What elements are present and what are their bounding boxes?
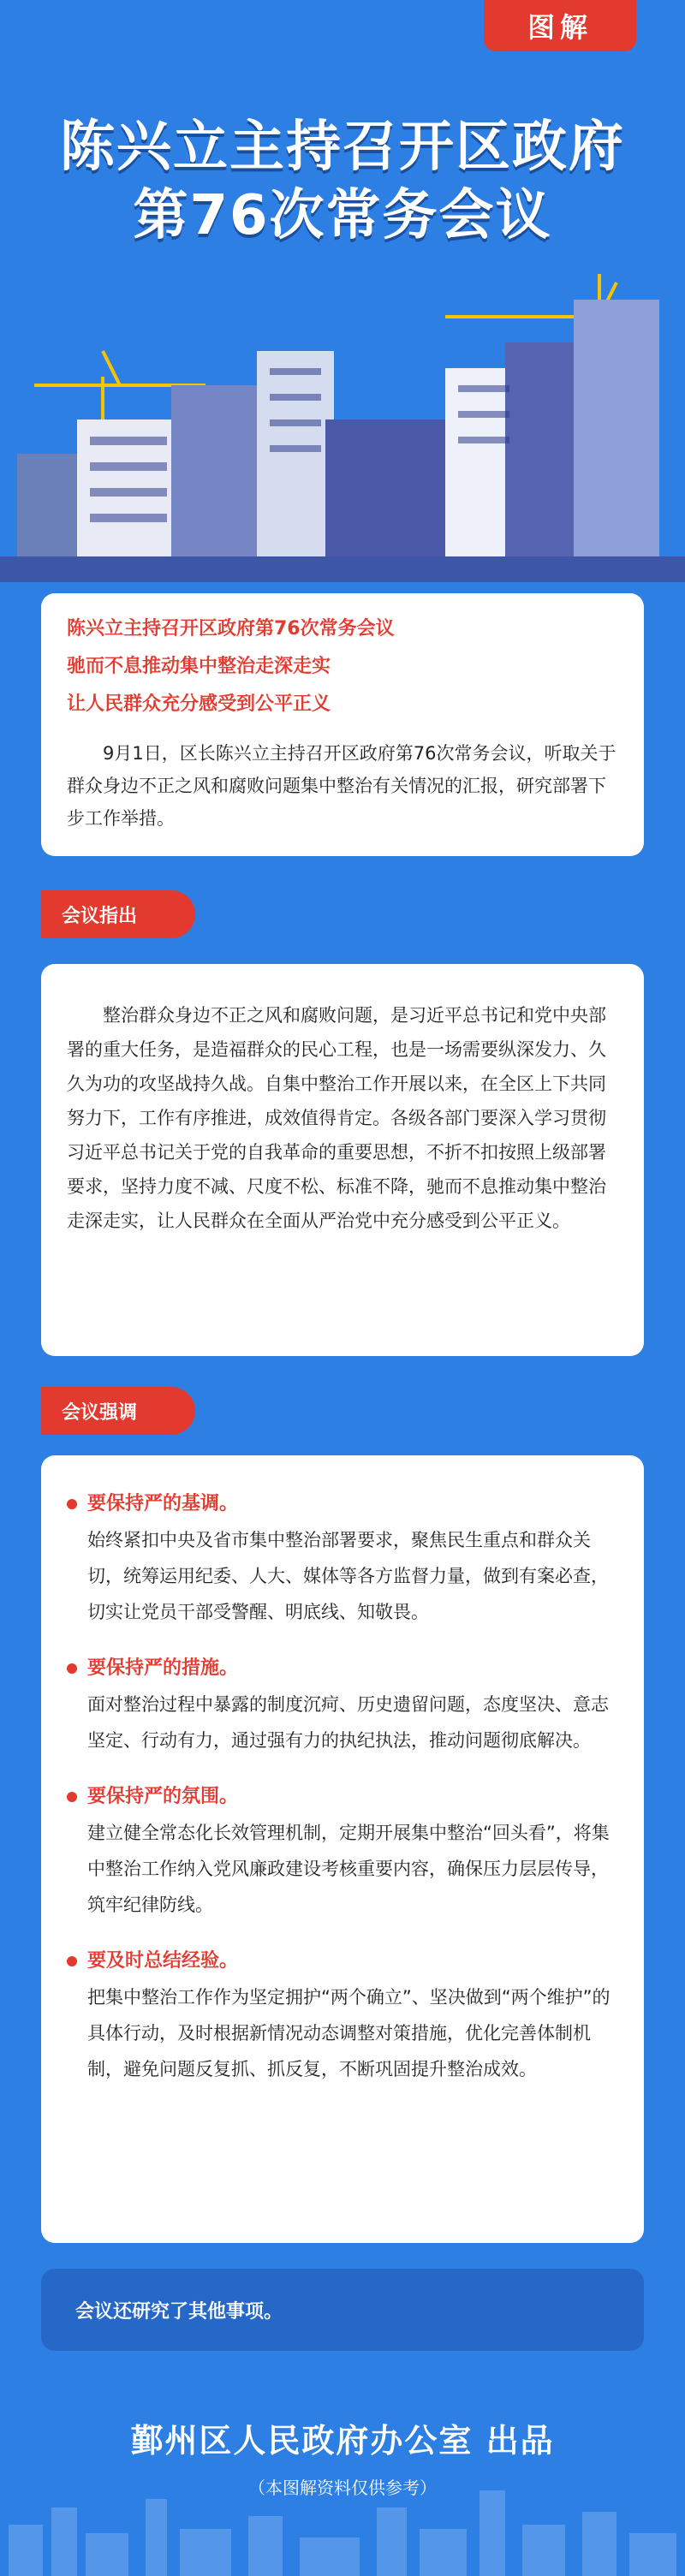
intro-highlight-1: 陈兴立主持召开区政府第76次常务会议 bbox=[67, 618, 395, 640]
section-tag-emphasis: 会议强调 bbox=[41, 1387, 195, 1435]
emphasis-item-body-4: 把集中整治工作作为坚定拥护“两个确立”、坚决做到“两个维护”的具体行动，及时根据新情况动态调整对策措施，优化完善体制机制，避免问题反复抓、抓反复，不断巩固提升整治成效。 bbox=[87, 1987, 611, 2079]
emphasis-item-head-2 bbox=[67, 1651, 618, 1687]
bullet-dot-icon bbox=[67, 1792, 77, 1802]
point-card bbox=[41, 964, 644, 1356]
emphasis-item-title-4: 要及时总结经验。 bbox=[87, 1950, 239, 1972]
other-matters-card: 会议还研究了其他事项。 bbox=[41, 2269, 644, 2351]
emphasis-item-title-2: 要保持严的措施。 bbox=[87, 1657, 239, 1679]
emphasis-item-title-1: 要保持严的基调。 bbox=[87, 1493, 239, 1514]
intro-card bbox=[41, 593, 644, 856]
cityscape-illustration bbox=[0, 248, 685, 582]
intro-highlight-3: 让人民群众充分感受到公平正义 bbox=[67, 693, 331, 715]
page-title-line1: 陈兴立主持召开区政府 bbox=[60, 116, 625, 179]
emphasis-item-body-1: 始终紧扣中央及省市集中整治部署要求，聚焦民生重点和群众关切，统筹运用纪委、人大、媒体等各方监督力量，做到有案必查，切实让党员干部受警醒、明底线、知敬畏。 bbox=[87, 1530, 609, 1622]
section-tag-point: 会议指出 bbox=[41, 890, 195, 938]
emphasis-item-head-1 bbox=[67, 1486, 618, 1522]
emphasis-item-head-3 bbox=[67, 1779, 618, 1815]
emphasis-item bbox=[67, 1779, 618, 1923]
page-title-line2: 第76次常务会议 bbox=[133, 184, 552, 247]
publisher-credit: 鄞州区人民政府办公室 出品 bbox=[130, 2422, 555, 2460]
top-tag: 图解 bbox=[484, 0, 636, 51]
emphasis-item-body-3: 建立健全常态化长效管理机制，定期开展集中整治“回头看”，将集中整治工作纳入党风廉政建设考核重要内容，确保压力层层传导，筑牢纪律防线。 bbox=[87, 1823, 610, 1915]
emphasis-card bbox=[41, 1455, 644, 2243]
footer-skyline-illustration bbox=[0, 2482, 685, 2576]
bullet-dot-icon bbox=[67, 1663, 77, 1674]
emphasis-item-head-4 bbox=[67, 1943, 618, 1979]
point-body: 整治群众身边不正之风和腐败问题，是习近平总书记和党中央部署的重大任务，是造福群众的民心工程，也是一场需要纵深发力、久久为功的攻坚战持久战。自集中整治工作开展以来，在全区上下共同努力下，工作有序推进，成效值得肯定。各级各部门要深入学习贯彻习近平总书记关于党的自我革命的重要思想，不折不扣按照上级部署要求，坚持力度不减、尺度不松、标准不降，驰而不息推动集中整治走深走实，让人民群众在全面从严治党中充分感受到公平正义。 bbox=[67, 1005, 606, 1231]
emphasis-item bbox=[67, 1486, 618, 1630]
bullet-dot-icon bbox=[67, 1956, 77, 1966]
emphasis-item bbox=[67, 1651, 618, 1758]
emphasis-item-title-3: 要保持严的氛围。 bbox=[87, 1786, 239, 1807]
bullet-dot-icon bbox=[67, 1499, 77, 1509]
intro-highlight-2: 驰而不息推动集中整治走深走实 bbox=[67, 656, 331, 677]
emphasis-item-body-2: 面对整治过程中暴露的制度沉疴、历史遗留问题，态度坚决、意志坚定、行动有力，通过强有力的执纪执法，推动问题彻底解决。 bbox=[87, 1694, 609, 1751]
intro-body: 9月1日，区长陈兴立主持召开区政府第76次常务会议，听取关于群众身边不正之风和腐败问题集中整治有关情况的汇报，研究部署下步工作举措。 bbox=[67, 743, 616, 829]
reference-note: （本图解资料仅供参考） bbox=[248, 2478, 437, 2498]
emphasis-item bbox=[67, 1943, 618, 2087]
